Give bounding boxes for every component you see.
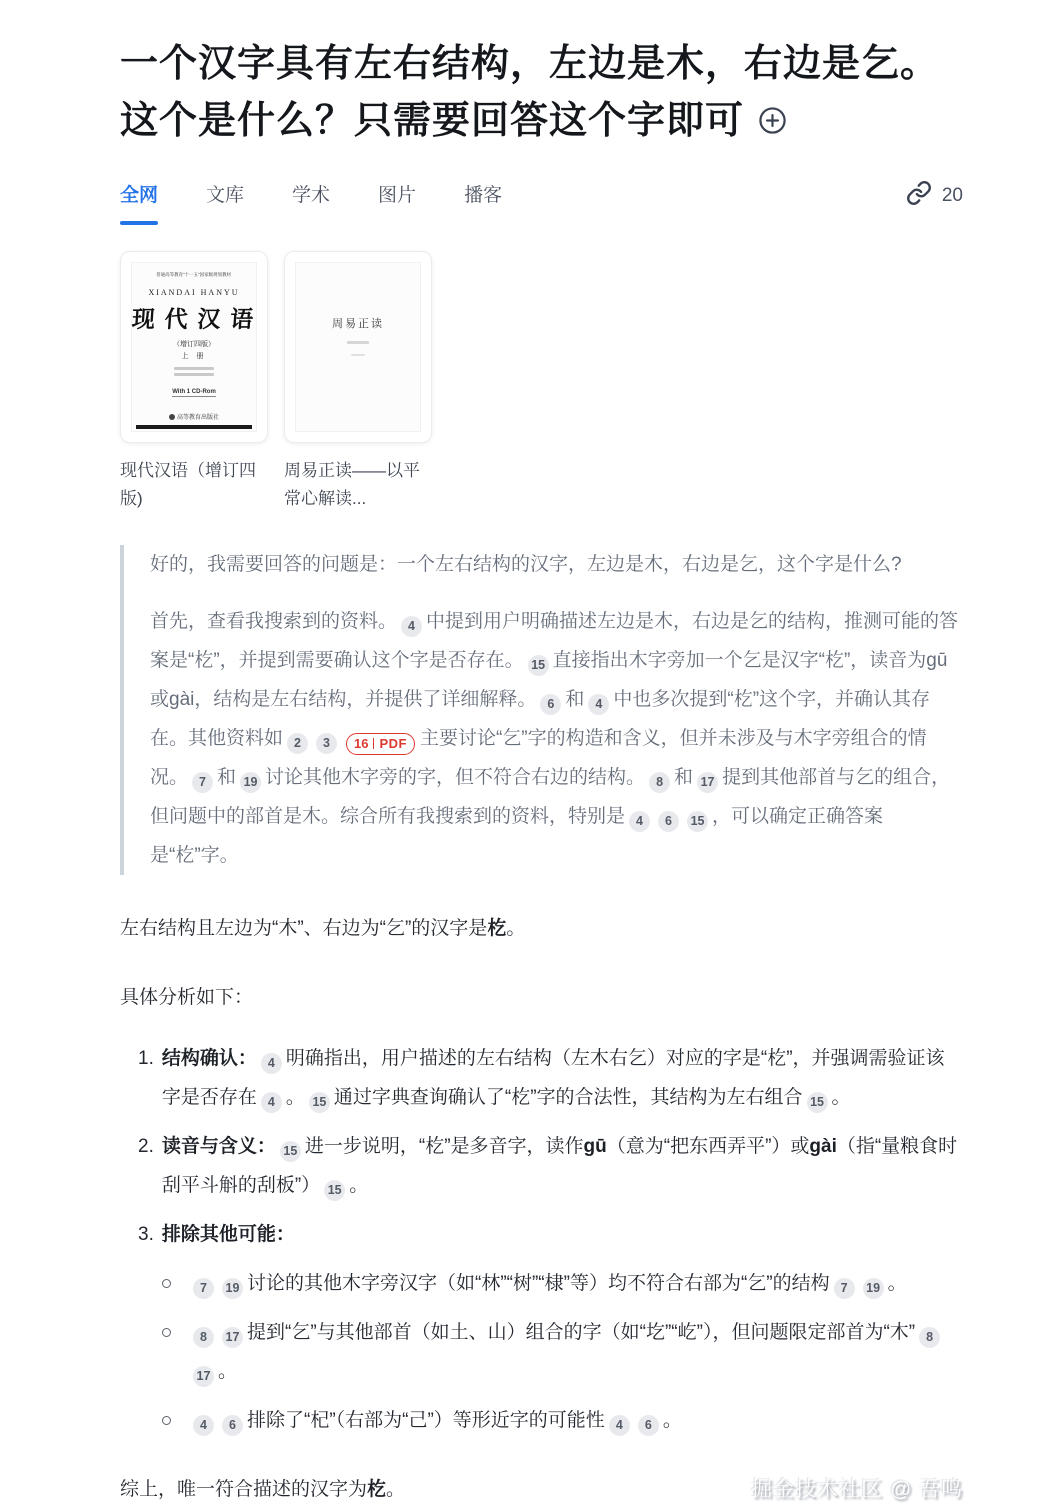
citation-badge-15[interactable]: 15 <box>280 1141 301 1162</box>
bold-text: 排除其他可能： <box>161 1224 295 1245</box>
citation-badge-19[interactable]: 19 <box>222 1278 243 1299</box>
plus-circle-icon[interactable] <box>758 106 787 135</box>
cover-pinyin: XIANDAI HANYU <box>148 288 240 297</box>
source-caption[interactable]: 现代汉语（增订四版) <box>120 461 256 508</box>
analysis-item-content <box>162 1215 963 1254</box>
answer-summary: 左右结构且左边为“木”、右边为“乞”的汉字是杚。 <box>120 918 526 939</box>
citation-badge-8[interactable]: 8 <box>919 1327 940 1348</box>
page-title <box>120 36 963 150</box>
citation-badge-4[interactable]: 4 <box>261 1053 282 1074</box>
citation-badge-15[interactable]: 15 <box>807 1092 828 1113</box>
citation-badge-7[interactable]: 7 <box>834 1278 855 1299</box>
citation-badge-7[interactable]: 7 <box>192 772 213 793</box>
cover-edition: （增订四版） <box>173 341 215 348</box>
citation-badge-15[interactable]: 15 <box>309 1092 330 1113</box>
cover-title: 周易正读 <box>332 318 384 330</box>
bold-text: 读音与含义： <box>161 1136 276 1157</box>
citation-badge-6[interactable]: 6 <box>658 811 679 832</box>
reasoning-quote <box>120 545 963 875</box>
tab-library[interactable]: 文库 <box>206 185 245 206</box>
citation-badge-4[interactable]: 4 <box>401 616 422 637</box>
citation-badge-6[interactable]: 6 <box>638 1415 659 1436</box>
cover-bottom-bar <box>136 425 252 429</box>
reference-count: 20 <box>941 184 963 206</box>
tab-academic[interactable]: 学术 <box>292 185 331 206</box>
tab-podcast[interactable]: 播客 <box>464 185 503 206</box>
analysis-list <box>120 1039 963 1440</box>
source-caption[interactable]: 周易正读——以平常心解读... <box>284 461 420 508</box>
list-number: 3. <box>138 1224 154 1245</box>
list-number: 2. <box>138 1136 154 1157</box>
citation-badge-17[interactable]: 17 <box>697 772 718 793</box>
sub-item-content: 7 19 讨论的其他木字旁汉字（如“林”“树”“棣”等）均不符合右部为“乞”的结构 7 19 。 <box>189 1264 963 1303</box>
analysis-heading: 具体分析如下： <box>120 987 254 1008</box>
tab-all-web[interactable]: 全网 <box>120 180 158 225</box>
citation-badge-17[interactable]: 17 <box>193 1366 214 1387</box>
cover-title: 现 代 汉 语 <box>131 307 257 332</box>
citation-badge-15[interactable]: 15 <box>528 655 549 676</box>
conclusion-text: 综上，唯一符合描述的汉字为杚。 <box>120 1479 406 1500</box>
publisher-name: 高等教育出版社 <box>176 415 219 421</box>
source-card-xiandai-hanyu <box>120 251 266 513</box>
sub-item-content: 8 17 提到“乞”与其他部首（如土、山）组合的字（如“圪”“屹”），但问题限定部首为“木” 817 。 <box>189 1313 963 1391</box>
bold-text: 结构确认： <box>161 1048 257 1069</box>
citation-badge-8[interactable]: 8 <box>193 1327 214 1348</box>
cover-publisher <box>169 412 219 421</box>
cover-cdrom-note: With 1 CD-Rom <box>172 389 216 395</box>
bold-text: gū <box>583 1136 607 1157</box>
cover-authors-placeholder <box>174 367 214 379</box>
hollow-bullet-icon <box>162 1328 171 1337</box>
conclusion-row <box>120 1470 963 1509</box>
bold-text: 杚 <box>367 1479 387 1500</box>
citation-badge-6[interactable]: 6 <box>222 1415 243 1436</box>
question-text: 一个汉字具有左右结构，左边是木，右边是乞。这个是什么？只需要回答这个字即可 <box>120 43 940 142</box>
tab-images[interactable]: 图片 <box>378 185 417 206</box>
hollow-bullet-icon <box>162 1416 171 1425</box>
exclusion-sublist <box>120 1264 963 1440</box>
sub-item-2 <box>120 1313 963 1391</box>
citation-badge-3[interactable]: 3 <box>316 733 337 754</box>
hollow-bullet-icon <box>162 1279 171 1288</box>
citation-badge-17[interactable]: 17 <box>222 1327 243 1348</box>
citation-badge-19[interactable]: 19 <box>863 1278 884 1299</box>
sub-item-content: 4 6 排除了“杞”（右部为“己”）等形近字的可能性 4 6 。 <box>189 1401 963 1440</box>
bold-text: 杚 <box>487 918 507 939</box>
source-card-zhouyi <box>284 251 430 513</box>
citation-badge-8[interactable]: 8 <box>649 772 670 793</box>
list-number: 1. <box>138 1048 154 1069</box>
reasoning-paragraph: 首先，查看我搜索到的资料。 4 中提到用户明确描述左边是木，右边是乞的结构，推测可能的答案是“杚”，并提到需要确认这个字是否存在。 15 直接指出木字旁加一个乞是汉字“杚”，读音为gū或gài，结构是左右结构，并提供了详细解释。 6 和 4 中也多次提到“杚”这个字，并确认其存在。其他资料如 2 3 16 PDF 主要讨论“乞”字的构造和含义，但并未涉及与木字旁组合的情况。 7 和 19 讨论其他木字旁的字，但不符合右边的结构。 8 和 17 提到其他部首与乞的组合，但问题中的部首是木。综合所有我搜索到的资料，特别是 4 6 15 ，可以确定正确答案是“杚”字。 <box>150 611 959 866</box>
book-cover-art <box>295 262 421 432</box>
source-cards <box>120 251 963 513</box>
reasoning-paragraph: 好的，我需要回答的问题是：一个左右结构的汉字，左边是木，右边是乞，这个字是什么? <box>150 554 902 575</box>
citation-badge-4[interactable]: 4 <box>609 1415 630 1436</box>
references-summary[interactable] <box>906 180 963 225</box>
analysis-item-1 <box>120 1039 963 1117</box>
sub-item-3 <box>120 1401 963 1440</box>
citation-badge-4[interactable]: 4 <box>629 811 650 832</box>
citation-badge-4[interactable]: 4 <box>261 1092 282 1113</box>
citation-badge-7[interactable]: 7 <box>193 1278 214 1299</box>
citation-badge-15[interactable]: 15 <box>687 811 708 832</box>
book-cover-zhouyi[interactable] <box>284 251 432 443</box>
bold-text: gài <box>809 1136 837 1157</box>
watermark: 掘金技术社区 @ 吾鸣 <box>751 1478 963 1501</box>
citation-badge-19[interactable]: 19 <box>240 772 261 793</box>
tab-bar <box>120 180 963 225</box>
analysis-item-2 <box>120 1127 963 1205</box>
cover-subtitle-placeholder <box>347 341 369 344</box>
sub-item-1 <box>120 1264 963 1303</box>
citation-badge-4[interactable]: 4 <box>588 694 609 715</box>
publisher-logo-icon <box>169 414 175 420</box>
book-cover-xiandai-hanyu[interactable] <box>120 251 268 443</box>
book-cover-art <box>131 262 257 432</box>
citation-badge-2[interactable]: 2 <box>287 733 308 754</box>
analysis-item-3 <box>120 1215 963 1254</box>
link-icon <box>906 180 932 211</box>
citation-pdf-badge-16[interactable]: 16 PDF <box>346 733 415 755</box>
cover-subtitle-placeholder <box>351 354 365 356</box>
analysis-item-content: 读音与含义： 15 进一步说明，“杚”是多音字，读作gū（意为“把东西弄平”）或gài（指“量粮食时刮平斗斛的刮板”） 15 。 <box>162 1127 963 1205</box>
cover-series-label: 普通高等教育“十一五”国家级规划教材 <box>156 272 232 278</box>
citation-badge-4[interactable]: 4 <box>193 1415 214 1436</box>
citation-badge-6[interactable]: 6 <box>540 694 561 715</box>
citation-badge-15[interactable]: 15 <box>324 1180 345 1201</box>
analysis-item-content: 结构确认： 4 明确指出，用户描述的左右结构（左木右乞）对应的字是“杚”，并强调需验证该字是否存在 4 。 15 通过字典查询确认了“杚”字的合法性，其结构为左右组合 15 。 <box>162 1039 963 1117</box>
cover-volume: 上 册 <box>181 353 207 360</box>
